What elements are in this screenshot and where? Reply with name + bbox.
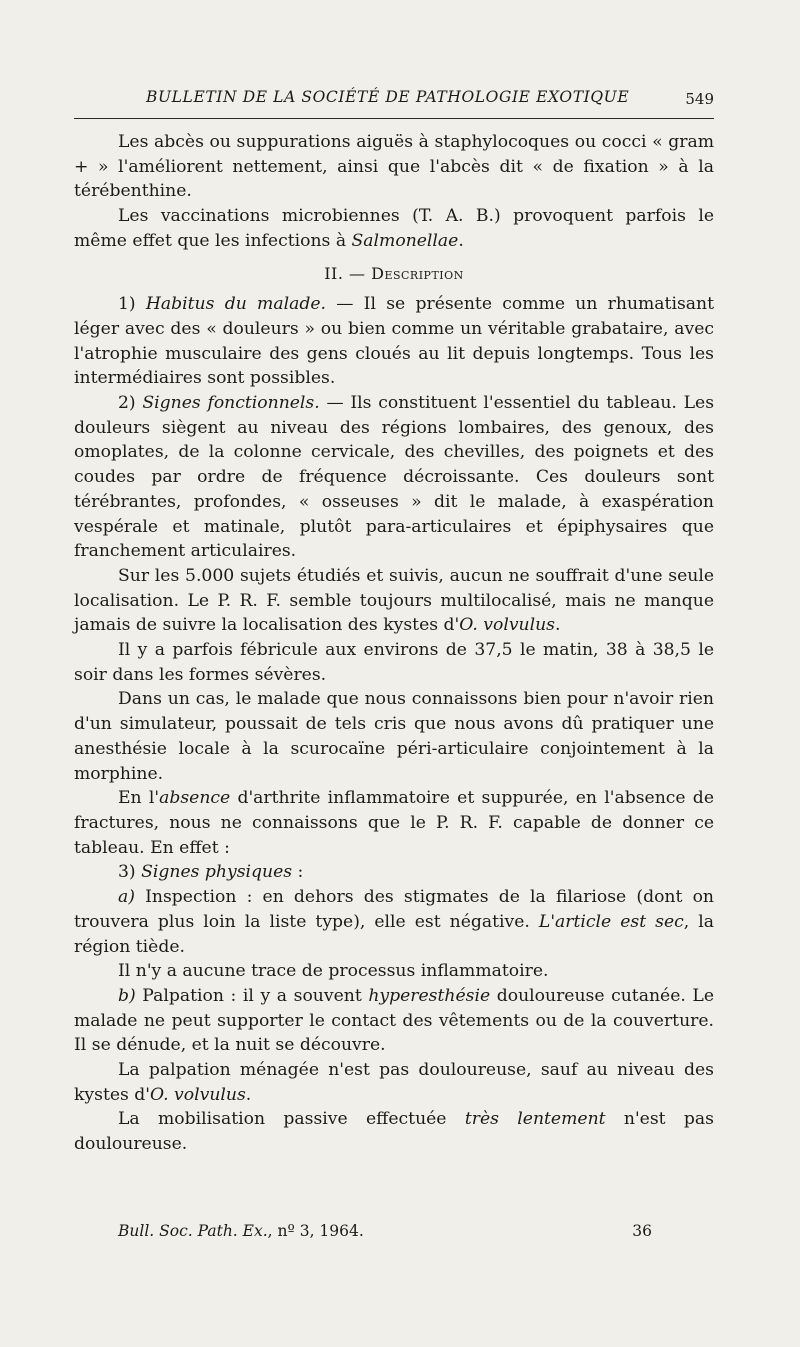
subsection-title: Signes fonctionnels. <box>142 393 320 414</box>
emphasis: O. volvulus <box>150 1084 246 1105</box>
emphasis: très lentement <box>464 1109 606 1130</box>
text: Palpation : il y a souvent <box>135 985 369 1006</box>
text: La mobilisation passive effectuée <box>118 1109 465 1130</box>
text: : <box>292 862 304 883</box>
paragraph <box>74 885 714 959</box>
paragraph <box>74 564 714 638</box>
text: d'arthrite inflammatoire et suppurée, en l'absence de fractures, nous ne connaissons que le P. R. F. capable de donner ce tableau. En effet : <box>74 788 714 858</box>
text: . <box>245 1084 252 1105</box>
paragraph: Dans un cas, le malade que nous connaissons bien pour n'avoir rien d'un simulateur, poussait de tels cris que nous avons dû pratiquer une anesthésie locale à la scurocaïne péri-articulaire conjointement à la morphine. <box>74 689 714 784</box>
subsection-number: 1) <box>118 294 146 315</box>
subsection-title: Signes physiques <box>141 862 293 883</box>
paragraph <box>74 204 714 253</box>
running-head <box>74 82 714 119</box>
emphasis: hyperesthésie <box>368 985 491 1006</box>
text: , la région tiède. <box>74 911 715 957</box>
sheet-number: 36 <box>632 1222 652 1240</box>
subsection-number: 3) <box>118 862 142 883</box>
text: Sur les 5.000 sujets étudiés et suivis, aucun ne souffrait d'une seule localisation. Le P. R. F. semble toujours multilocalisé, mais ne manque jamais de suivre la localisation des kystes d' <box>74 565 714 636</box>
text: Les vaccinations microbiennes (T. A. B.) provoquent parfois le même effet que les infections à <box>74 206 714 251</box>
running-title: BULLETIN DE LA SOCIÉTÉ DE PATHOLOGIE EXOTIQUE <box>146 88 630 106</box>
paragraph <box>74 292 714 391</box>
page-footer <box>74 1222 714 1246</box>
paragraph <box>74 1107 714 1156</box>
text: — Il se présente comme un rhumatisant léger avec des « douleurs » ou bien comme un véritable grabataire, avec l'atrophie musculaire des gens cloués au lit depuis longtemps. Tous les intermédiaires sont possibles. <box>74 294 715 389</box>
paragraph: Il n'y a aucune trace de processus inflammatoire. <box>118 961 549 982</box>
text: . <box>458 230 464 251</box>
emphasis: absence <box>159 788 231 809</box>
paragraph <box>74 1058 714 1107</box>
emphasis: L'article est sec <box>538 911 684 932</box>
text: En l' <box>118 788 160 809</box>
paragraph: Les abcès ou suppurations aiguës à staphylocoques ou cocci « gram + » l'améliorent nettement, ainsi que l'abcès dit « de fixation » à la térébenthine. <box>74 132 714 202</box>
paragraph <box>74 860 714 885</box>
text: — Ils constituent l'essentiel du tableau. Les douleurs siègent au niveau des régions lombaires, des genoux, des omoplates, de la colonne cervicale, des chevilles, des poignets et des coudes par ordre de fréquence décroissante. Ces douleurs sont térébrantes, profondes, « osseuses » dit le malade, à exaspération vespérale et matinale, plutôt para-articulaires et épiphysaires que franchement articulaires. <box>74 393 715 562</box>
item-label: b) <box>118 985 136 1006</box>
emphasis: Salmonellae <box>351 230 459 251</box>
emphasis: O. volvulus <box>459 615 555 636</box>
section-number: II. — <box>324 263 372 283</box>
section-title: Description <box>371 263 464 283</box>
journal-citation <box>118 1222 364 1240</box>
text: . <box>555 615 561 636</box>
subsection-title: Habitus du malade. <box>145 294 326 315</box>
item-label: a) <box>118 887 135 908</box>
paragraph: Il y a parfois fébricule aux environs de 37,5 le matin, 38 à 38,5 le soir dans les formes sévères. <box>74 640 714 685</box>
text: n'est pas douloureuse. <box>74 1109 714 1155</box>
paragraph <box>74 786 714 860</box>
text: La palpation ménagée n'est pas douloureuse, sauf au niveau des kystes d' <box>74 1060 714 1105</box>
section-heading <box>74 262 714 287</box>
journal-issue: , nº 3, 1964. <box>267 1222 364 1240</box>
body-text <box>74 130 714 1157</box>
text: Inspection : en dehors des stigmates de la filariose (dont on trouvera plus loin la liste type), elle est négative. <box>74 887 714 932</box>
page-number: 549 <box>685 90 714 108</box>
subsection-number: 2) <box>118 393 143 414</box>
paragraph <box>74 984 714 1058</box>
journal-name: Bull. Soc. Path. Ex. <box>118 1222 268 1240</box>
text: douloureuse cutanée. Le malade ne peut supporter le contact des vêtements ou de la couverture. Il se dénude, et la nuit se découvre. <box>74 985 715 1056</box>
paragraph <box>74 391 714 564</box>
